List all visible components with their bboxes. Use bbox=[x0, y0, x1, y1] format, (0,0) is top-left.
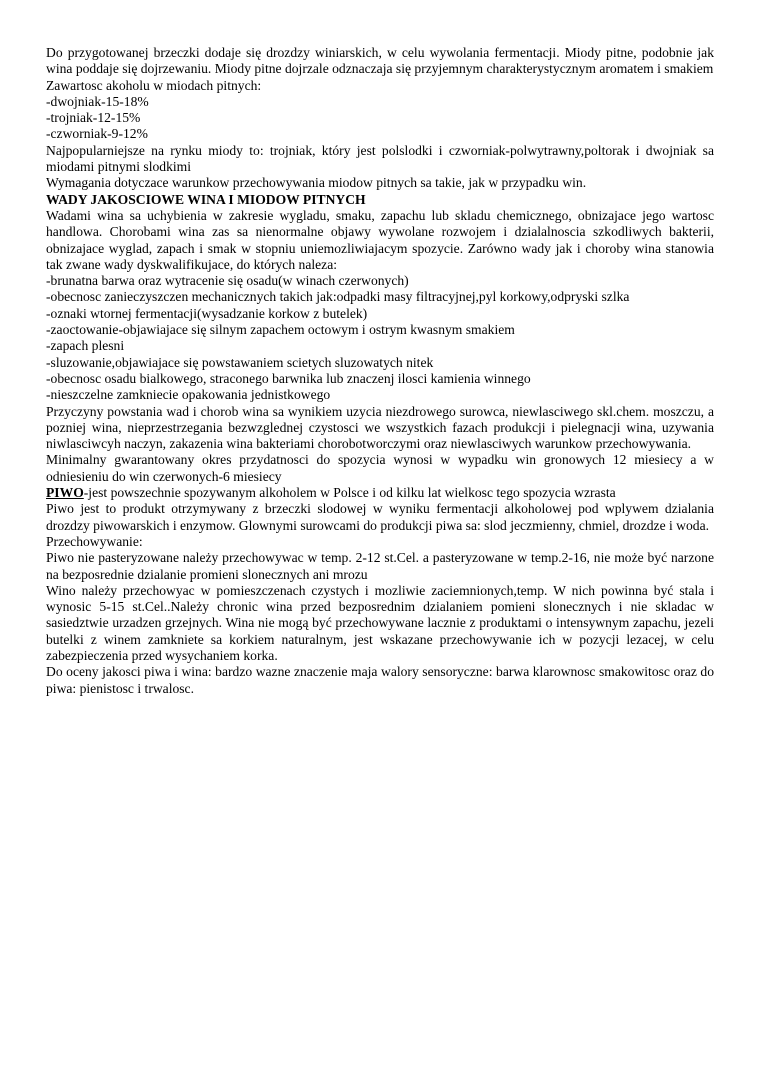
section-heading: WADY JAKOSCIOWE WINA I MIODOW PITNYCH bbox=[46, 191, 366, 207]
piwo-definition: -jest powszechnie spozywanym alkoholem w Polsce i od kilku lat wielkosc tego spozycia wzrasta bbox=[83, 485, 616, 501]
list-item: -obecnosc zanieczyszczen mechanicznych takich jak:odpadki masy filtracyjnej,pyl korkowy,odpryski szlka bbox=[46, 289, 630, 305]
list-item: -nieszczelne zamkniecie opakowania jednistkowego bbox=[46, 387, 331, 403]
list-item: -oznaki wtornej fermentacji(wysadzanie korkow z butelek) bbox=[46, 305, 368, 321]
paragraph-quality-assessment: Do oceny jakosci piwa i wina: bardzo wazne znaczenie maja walory sensoryczne: barwa klarownosc smakowitosc oraz do piwa: pienistosc i trwalosc. bbox=[46, 664, 714, 696]
list-item: -zaoctowanie-objawiajace się silnym zapachem octowym i ostrym kwasnym smakiem bbox=[46, 322, 515, 338]
list-item: -trojniak-12-15% bbox=[46, 110, 141, 126]
list-item: -zapach plesni bbox=[46, 338, 125, 354]
paragraph-intro: Do przygotowanej brzeczki dodaje się drozdzy winiarskich, w celu wywolania fermentacji. Miody pitne, podobnie jak wina poddaje się dojrzewaniu. Miody pitne dojrzale odznaczaja się przyjemnym charakterystycznym aromatem i smakiem bbox=[46, 45, 714, 77]
paragraph-wine-defects: Wadami wina sa uchybienia w zakresie wygladu, smaku, zapachu lub skladu chemicznego, obnizajace jego wartosc handlowa. Chorobami wina zas sa nienormalne objawy wywolane rozwojem i dzialalnoscia szkodliwych bakterii, obnizajace wyglad, zapach i smak w stopniu uniemozliwiajacym spozycie. Zarówno wady jak i choroby wina stanowia tak zwane wady dyskwalifikujace, do których naleza: bbox=[46, 207, 714, 272]
paragraph-popular-meads: Najpopularniejsze na rynku miody to: trojniak, który jest polslodki i czworniak-polwytrawny,poltorak i dwojniak sa miodami pitnymi slodkimi bbox=[46, 142, 714, 175]
paragraph-beer-production: Piwo jest to produkt otrzymywany z brzeczki slodowej w wyniku fermentacji alkoholowej pod wplywem dzialania drozdzy piwowarskich i enzymow. Glownymi surowcami do produkcji piwa sa: slod jeczmienny, chmiel, drozdze i woda. bbox=[46, 501, 714, 533]
list-item: -czworniak-9-12% bbox=[46, 126, 148, 142]
list-item: -dwojniak-15-18% bbox=[46, 93, 149, 109]
document-page bbox=[46, 45, 714, 697]
paragraph-shelf-life: Minimalny gwarantowany okres przydatnosci do spozycia wynosi w wypadku win gronowych 12 miesiecy a w odniesieniu do win czerwonych-6 miesiecy bbox=[46, 452, 714, 484]
alcohol-content-heading: Zawartosc akoholu w miodach pitnych: bbox=[46, 77, 262, 93]
storage-heading: Przechowywanie: bbox=[46, 533, 143, 549]
paragraph-piwo bbox=[46, 485, 714, 501]
piwo-term: PIWO bbox=[46, 485, 84, 501]
paragraph-wine-storage: Wino należy przechowyac w pomieszczenach czystych i mozliwie zaciemnionych,temp. W nich powinna być stala i wynosic 5-15 st.Cel..Należy chronic wina przed bezposrednim dzialaniem pomieni slonecznych i nie skladac w sasiedztwie urzadzen grzejnych. Wina nie mogą być przechowywane lacznie z produktami o intensywnym zapachu, jezeli butelki z winem zamkniete sa korkiem naturalnym, jest wskazane przechowywanie ich w pozycji lezacej, w celu zabezpieczenia przed wysychaniem korka. bbox=[46, 582, 714, 663]
paragraph-storage-meads: Wymagania dotyczace warunkow przechowywania miodow pitnych sa takie, jak w przypadku win. bbox=[46, 175, 587, 191]
paragraph-causes: Przyczyny powstania wad i chorob wina sa wynikiem uzycia niezdrowego surowca, niewlasciwego skl.chem. moszczu, a pozniej wina, nieprzestrzegania bezwzglednej czystosci we wszystkich fazach produkcji i pielegnacji wina, uzywania niwlasciwcyh naczyn, zakazenia wina bakteriami chorobotworczymi oraz niewlasciwych warunkow przechowywania. bbox=[46, 403, 714, 452]
list-item: -obecnosc osadu bialkowego, straconego barwnika lub znaczenj ilosci kamienia winnego bbox=[46, 370, 531, 386]
paragraph-beer-storage: Piwo nie pasteryzowane należy przechowywac w temp. 2-12 st.Cel. a pasteryzowane w temp.2-16, nie może być narzone na bezposrednie dzialanie promieni slonecznych ani mrozu bbox=[46, 550, 714, 582]
list-item: -sluzowanie,objawiajace się powstawaniem scietych sluzowatych nitek bbox=[46, 354, 434, 370]
list-item: -brunatna barwa oraz wytracenie się osadu(w winach czerwonych) bbox=[46, 273, 409, 289]
